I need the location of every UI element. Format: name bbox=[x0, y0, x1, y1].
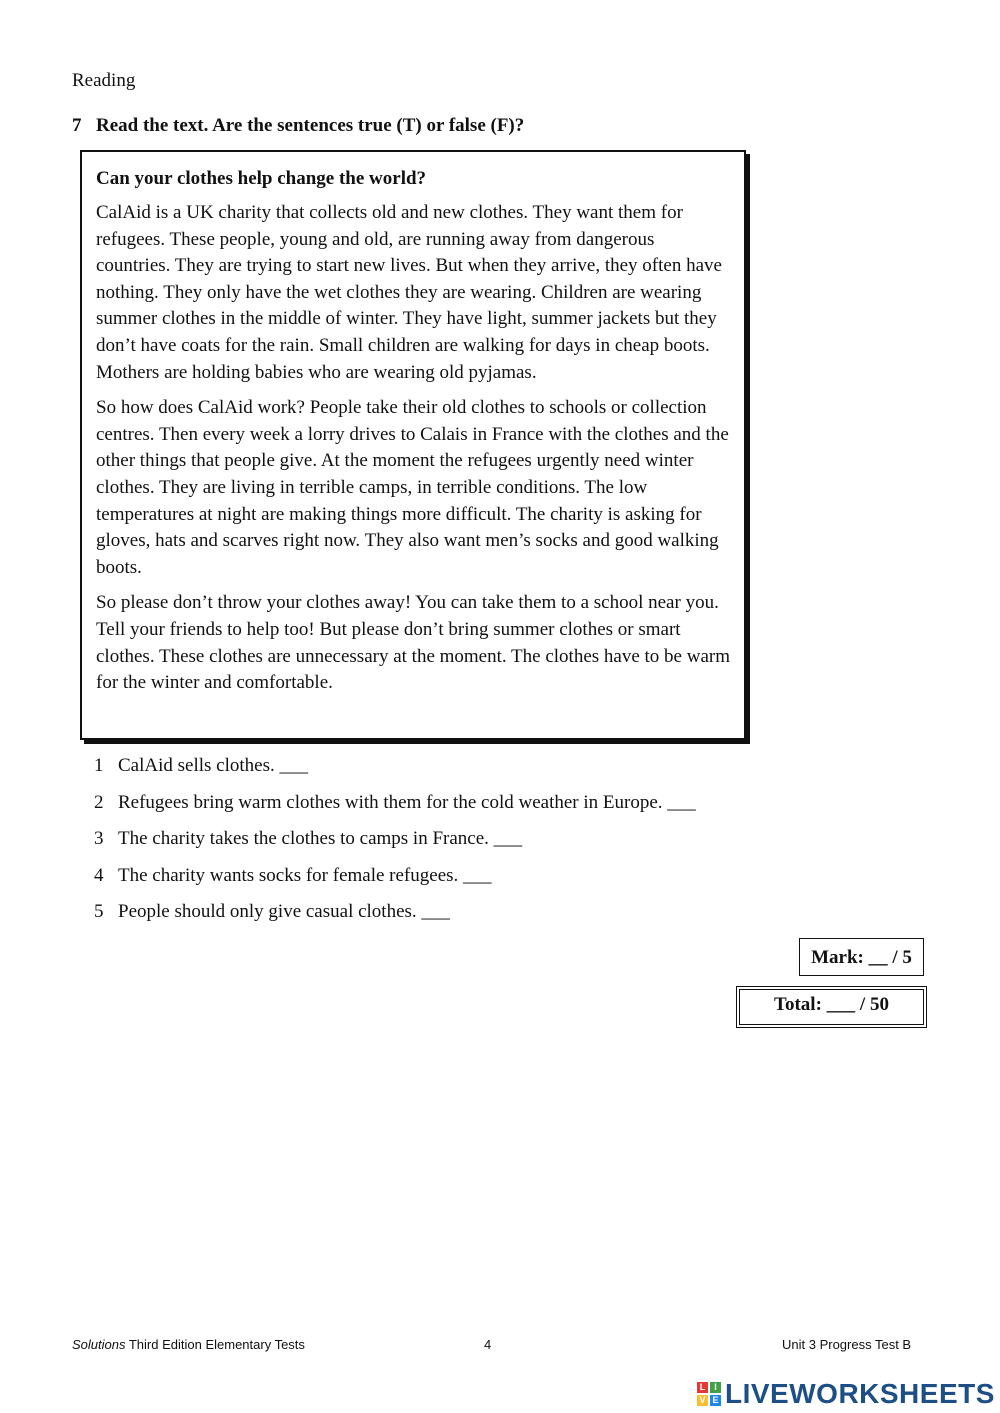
statement-item bbox=[94, 827, 774, 864]
footer-unit-label: Unit 3 Progress Test B bbox=[782, 1337, 912, 1352]
footer-book-italic: Solutions bbox=[72, 1337, 126, 1352]
logo-letter-l: L bbox=[697, 1382, 708, 1393]
statement-text: CalAid sells clothes. ___ bbox=[118, 755, 308, 776]
liveworksheets-brand[interactable] bbox=[697, 1378, 995, 1410]
article-box bbox=[80, 150, 746, 740]
total-box: Total: ___ / 50 bbox=[736, 986, 927, 1028]
statement-number: 1 bbox=[94, 755, 104, 776]
question-text: Read the text. Are the sentences true (T) or false (F)? bbox=[96, 115, 525, 136]
footer-book-title bbox=[72, 1337, 305, 1352]
statement-number: 3 bbox=[94, 828, 104, 849]
question-instruction bbox=[72, 115, 524, 137]
article-paragraph-2: So how does CalAid work? People take their old clothes to schools or collection centres. Then every week a lorry drives to Calais in France with the clothes and the other things that people give. At the moment the refugees urgently need winter clothes. They are living in terrible camps, in terrible conditions. The low temperatures at night are making things more difficult. The charity is asking for gloves, hats and scarves right now. They also want men’s socks and good walking boots. bbox=[96, 397, 729, 578]
statement-number: 2 bbox=[94, 791, 104, 813]
footer-page-number: 4 bbox=[484, 1337, 492, 1352]
statement-item bbox=[94, 900, 774, 937]
question-number: 7 bbox=[72, 115, 82, 136]
liveworksheets-logo-icon bbox=[697, 1382, 721, 1406]
statement-item bbox=[94, 754, 774, 791]
logo-letter-v: V bbox=[697, 1395, 708, 1406]
statement-text: The charity takes the clothes to camps in France. ___ bbox=[118, 828, 523, 849]
statement-text: The charity wants socks for female refugees. ___ bbox=[118, 864, 492, 886]
statement-text: Refugees bring warm clothes with them for the cold weather in Europe. ___ bbox=[118, 791, 696, 813]
statement-number: 5 bbox=[94, 901, 104, 922]
statement-number: 4 bbox=[94, 864, 104, 886]
article-title: Can your clothes help change the world? bbox=[96, 168, 427, 189]
liveworksheets-wordmark: LIVEWORKSHEETS bbox=[725, 1378, 995, 1409]
mark-box: Mark: __ / 5 bbox=[799, 938, 924, 976]
article-paragraph-1: CalAid is a UK charity that collects old and new clothes. They want them for refugees. These people, young and old, are running away from dangerous countries. They are trying to start new lives. But when they arrive, they often have nothing. They only have the wet clothes they are wearing. Children are wearing summer clothes in the middle of winter. They have light, summer jackets but they don’t have coats for the rain. Small children are walking for days in cheap boots. Mothers are holding babies who are wearing old pyjamas. bbox=[96, 202, 722, 383]
footer-book-rest: Third Edition Elementary Tests bbox=[125, 1337, 305, 1352]
logo-letter-i: I bbox=[710, 1382, 721, 1393]
statement-list bbox=[94, 754, 774, 937]
article-paragraph-3: So please don’t throw your clothes away! You can take them to a school near you. Tell your friends to help too! But please don’t bring summer clothes or smart clothes. These clothes are unnecessary at the moment. The clothes have to be warm for the winter and comfortable. bbox=[96, 592, 730, 694]
logo-letter-e: E bbox=[710, 1395, 721, 1406]
statement-item bbox=[94, 864, 774, 901]
statement-text: People should only give casual clothes. ___ bbox=[118, 901, 450, 922]
statement-item bbox=[94, 791, 774, 828]
section-label: Reading bbox=[72, 70, 136, 91]
